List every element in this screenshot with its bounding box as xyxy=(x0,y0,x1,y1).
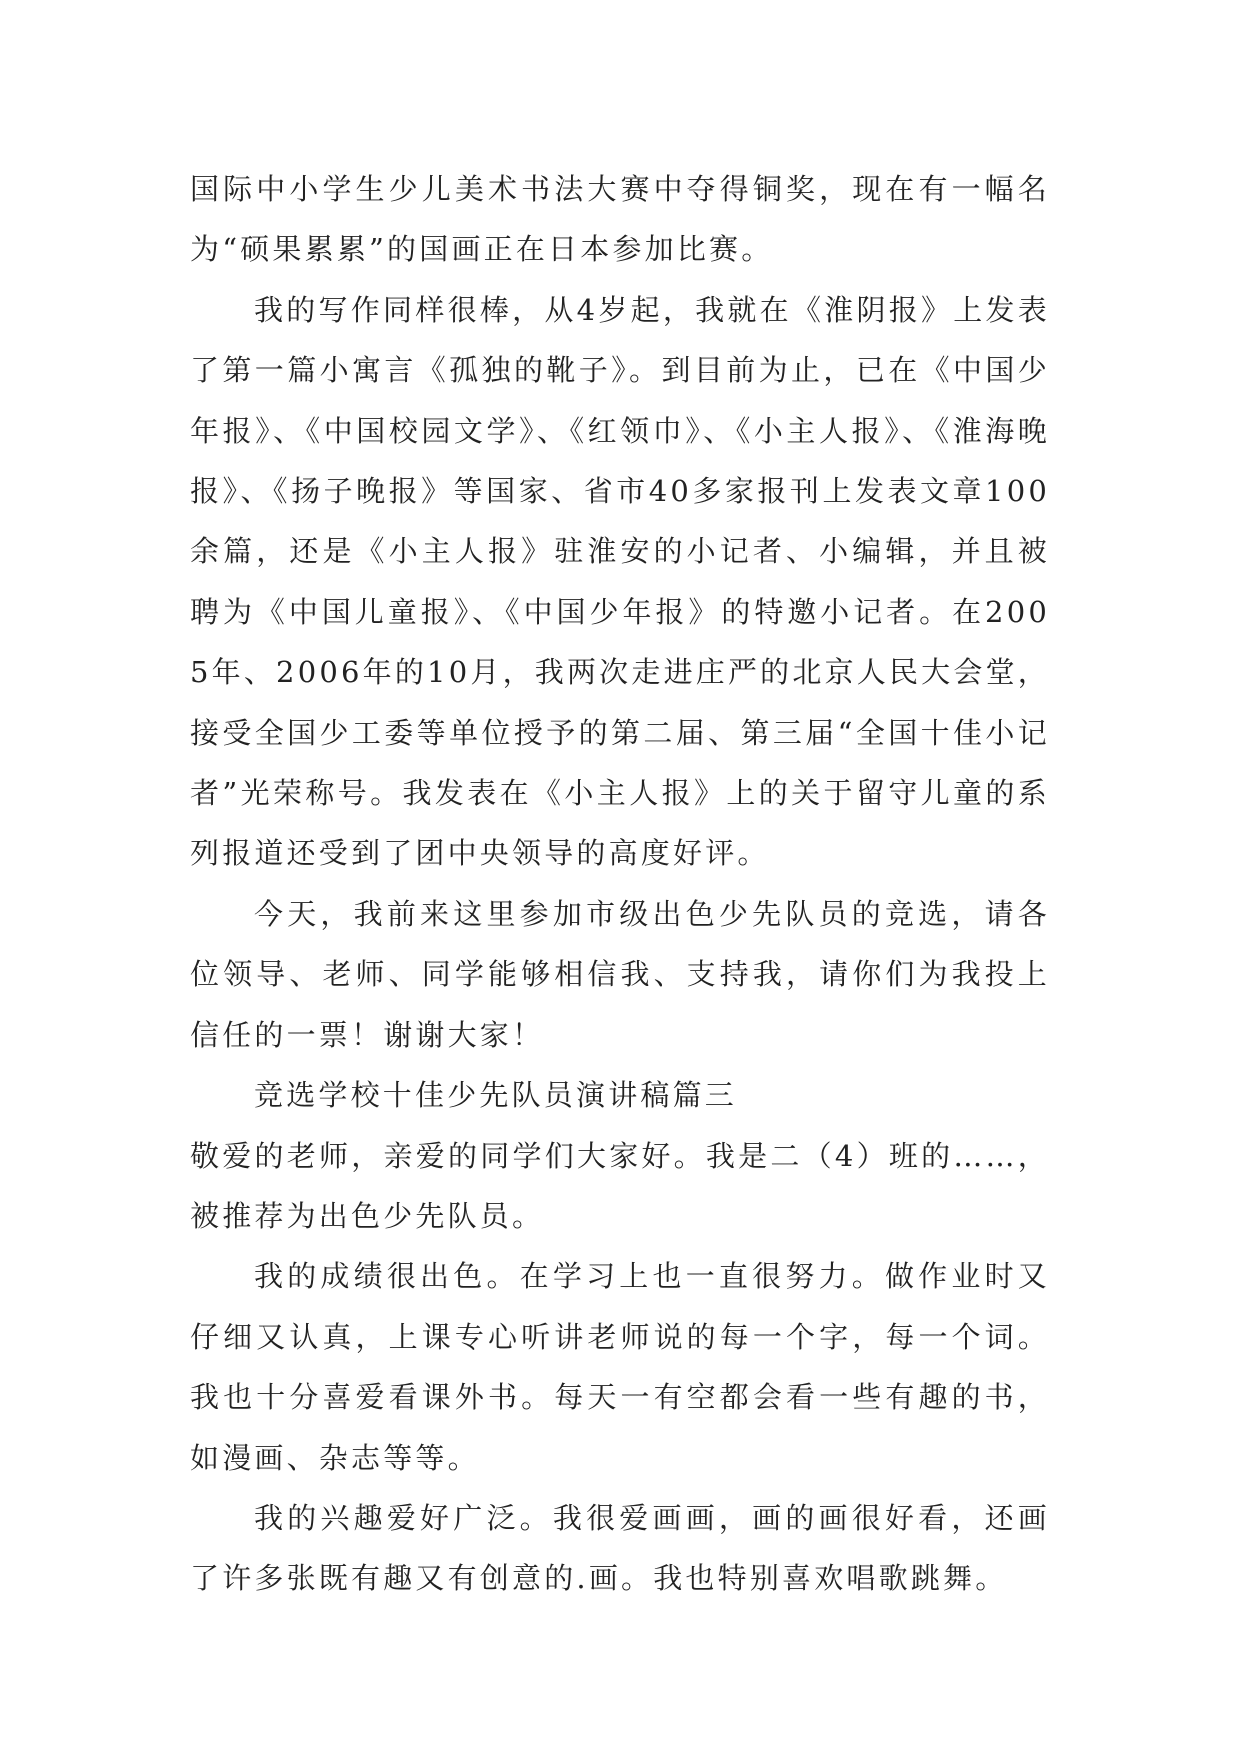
paragraph-hobbies: 我的兴趣爱好广泛。我很爱画画，画的画很好看，还画了许多张既有趣又有创意的.画。我也特别喜欢唱歌跳舞。 xyxy=(190,1500,1050,1596)
paragraph-writing: 我的写作同样很棒，从4岁起，我就在《淮阴报》上发表了第一篇小寓言《孤独的靴子》。到目前为止，已在《中国少年报》、《中国校园文学》、《红领巾》、《小主人报》、《淮海晚报》、《扬子晚报》等国家、省市40多家报刊上发表文章100余篇，还是《小主人报》驻淮安的小记者、小编辑，并且被聘为《中国儿童报》、《中国少年报》的特邀小记者。在2005年、2006年的10月，我两次走进庄严的北京人民大会堂，接受全国少工委等单位授予的第二届、第三届“全国十佳小记者”光荣称号。我发表在《小主人报》上的关于留守儿童的系列报道还受到了团中央领导的高度好评。 xyxy=(190,292,1050,871)
paragraph-award: 国际中小学生少儿美术书法大赛中夺得铜奖，现在有一幅名为“硕果累累”的国画正在日本参加比赛。 xyxy=(190,172,1050,267)
paragraph-closing: 今天，我前来这里参加市级出色少先队员的竞选，请各位领导、老师、同学能够相信我、支持我，请你们为我投上信任的一票！谢谢大家！ xyxy=(190,896,1050,1052)
paragraph-grades: 我的成绩很出色。在学习上也一直很努力。做作业时又仔细又认真，上课专心听讲老师说的每一个字，每一个词。我也十分喜爱看课外书。每天一有空都会看一些有趣的书，如漫画、杂志等等。 xyxy=(190,1259,1050,1475)
section-heading: 竞选学校十佳少先队员演讲稿篇三 xyxy=(254,1078,738,1113)
paragraph-greeting: 敬爱的老师，亲爱的同学们大家好。我是二（4）班的……，被推荐为出色少先队员。 xyxy=(190,1138,1050,1233)
document-body xyxy=(190,159,1050,1609)
